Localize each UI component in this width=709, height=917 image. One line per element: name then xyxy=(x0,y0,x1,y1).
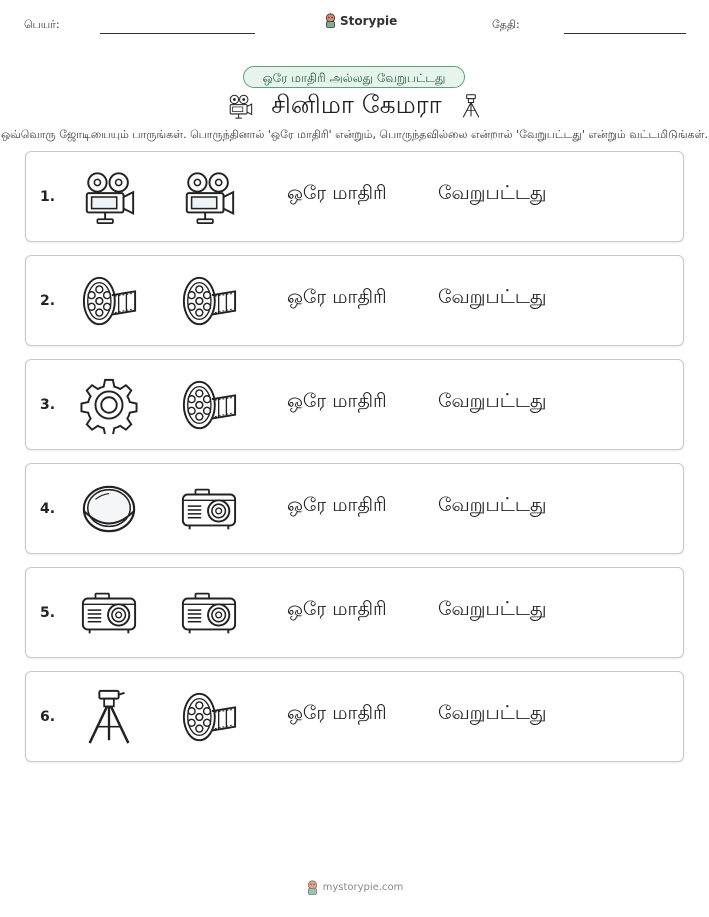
film-reel-icon xyxy=(180,688,238,746)
option-same[interactable]: ஒரே மாதிரி xyxy=(287,494,387,516)
option-same[interactable]: ஒரே மாதிரி xyxy=(287,182,387,204)
projector-icon xyxy=(180,480,238,538)
page-title: சினிமா கேமரா xyxy=(271,89,442,119)
option-same[interactable]: ஒரே மாதிரி xyxy=(287,702,387,724)
brand-name: Storypie xyxy=(340,13,398,28)
date-field-line[interactable] xyxy=(564,33,686,34)
question-card xyxy=(25,255,684,346)
question-card xyxy=(25,567,684,658)
question-card xyxy=(25,463,684,554)
movie-camera-icon xyxy=(80,168,138,226)
option-same[interactable]: ஒரே மாதிரி xyxy=(287,286,387,308)
footer-url[interactable]: mystorypie.com xyxy=(322,882,404,893)
movie-camera-icon xyxy=(180,168,238,226)
lens-filter-icon xyxy=(80,480,138,538)
worksheet-type-badge: ஒரே மாதிரி அல்லது வேறுபட்டது xyxy=(243,66,465,88)
option-different[interactable]: வேறுபட்டது xyxy=(438,286,547,308)
film-reel-icon xyxy=(180,272,238,330)
film-reel-icon xyxy=(80,272,138,330)
brand xyxy=(324,13,397,28)
question-number: 3. xyxy=(40,397,56,413)
option-different[interactable]: வேறுபட்டது xyxy=(438,390,547,412)
title-row xyxy=(0,88,709,124)
footer xyxy=(0,880,709,895)
film-reel-icon xyxy=(180,376,238,434)
gear-icon xyxy=(80,376,138,434)
movie-camera-icon xyxy=(225,92,255,120)
date-label: தேதி: xyxy=(492,18,520,31)
option-different[interactable]: வேறுபட்டது xyxy=(438,598,547,620)
projector-icon xyxy=(80,584,138,642)
question-card xyxy=(25,671,684,762)
question-number: 2. xyxy=(40,293,56,309)
option-same[interactable]: ஒரே மாதிரி xyxy=(287,598,387,620)
question-number: 4. xyxy=(40,501,56,517)
projector-icon xyxy=(180,584,238,642)
option-different[interactable]: வேறுபட்டது xyxy=(438,494,547,516)
name-field-line[interactable] xyxy=(100,33,255,34)
question-number: 5. xyxy=(40,605,56,621)
question-card xyxy=(25,151,684,242)
question-number: 1. xyxy=(40,189,56,205)
tripod-icon xyxy=(80,688,138,746)
tripod-icon xyxy=(458,91,484,121)
storypie-logo-icon xyxy=(324,13,337,28)
name-label: பெயர்: xyxy=(24,18,60,31)
question-card xyxy=(25,359,684,450)
option-different[interactable]: வேறுபட்டது xyxy=(438,182,547,204)
worksheet-header xyxy=(0,0,709,50)
option-same[interactable]: ஒரே மாதிரி xyxy=(287,390,387,412)
question-number: 6. xyxy=(40,709,56,725)
instruction-text: ஒவ்வொரு ஜோடியையும் பாருங்கள். பொருந்தினால் 'ஒரே மாதிரி' என்றும், பொருந்தவில்லை என்றால் 'வேறுபட்டது' என்றும் வட்டமிடுங்கள். xyxy=(0,128,709,141)
option-different[interactable]: வேறுபட்டது xyxy=(438,702,547,724)
storypie-logo-icon xyxy=(306,880,319,895)
